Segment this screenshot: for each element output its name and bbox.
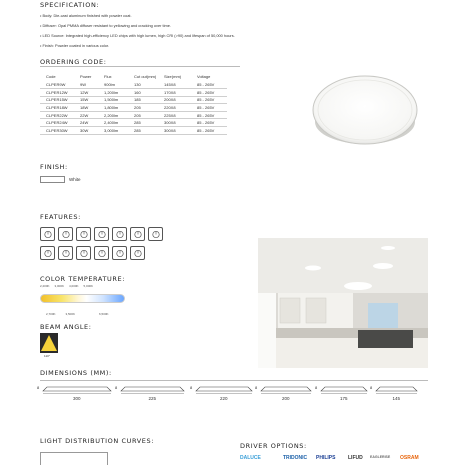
dimension-width-label: 145: [392, 396, 401, 401]
cell-voltage: 85 - 265V: [197, 89, 227, 97]
spec-body-line: • Body: Die-cast aluminum finished with powder coat.: [40, 13, 132, 18]
cell-code: CLPER12W: [40, 89, 80, 97]
cell-size: 170X8: [164, 89, 197, 97]
color-temp-top-labels: [40, 284, 125, 288]
cell-flux: 2,200lm: [104, 111, 134, 119]
finish-swatch-white: [40, 176, 65, 183]
header-code: Code: [46, 73, 56, 79]
light-distribution-title: LIGHT DISTRIBUTION CURVES:: [40, 437, 155, 445]
cell-code: CLPER22W: [40, 111, 80, 119]
cell-code: CLPER24W: [40, 119, 80, 127]
cell-voltage: 85 - 265V: [197, 104, 227, 112]
cell-voltage: 85 - 265V: [197, 119, 227, 127]
dimension-width-label: 175: [340, 396, 348, 401]
cell-code: CLPER18W: [40, 104, 80, 112]
color-temperature-title: COLOR TEMPERATURE:: [40, 275, 125, 283]
header-flux: Flux: [104, 73, 112, 79]
features-title: FEATURES:: [40, 213, 81, 221]
cell-code: CLPER15W: [40, 96, 80, 104]
dimension-height-label: 8: [115, 385, 118, 390]
table-row: [40, 96, 227, 104]
cell-size: 145X8: [164, 81, 197, 89]
bulb-icon: [58, 227, 73, 241]
cell-size: 200X8: [164, 96, 197, 104]
install-icon: [112, 246, 127, 260]
cell-voltage: 85 - 265V: [197, 81, 227, 89]
cell-flux: 3,000lm: [104, 127, 134, 135]
ct-label-2200: 2,200K: [40, 284, 50, 288]
cell-power: 15W: [80, 96, 104, 104]
dimension-drawing: [115, 385, 188, 405]
beam-angle-value: 110°: [44, 354, 50, 358]
color-temp-bottom-labels: [46, 312, 126, 316]
table-header-row: [40, 71, 227, 81]
cell-flux: 900lm: [104, 81, 134, 89]
header-cutout: Cut out(mm): [134, 73, 157, 79]
brand-logo-tridonic: TRIDONIC: [283, 455, 308, 461]
ordering-title: ORDERING CODE:: [40, 58, 107, 66]
ct-label-2700: 2,700K: [46, 312, 56, 316]
cell-flux: 1,800lm: [104, 104, 134, 112]
cell-code: CLPER30W: [40, 127, 80, 135]
eco-icon: [130, 246, 145, 260]
cell-cutout: 205: [134, 104, 164, 112]
spec-finish-line: • Finish: Powder coated in various color.: [40, 43, 110, 48]
cell-flux: 1,200lm: [104, 89, 134, 97]
finish-option-label: White: [69, 177, 81, 182]
ordering-table: [40, 71, 227, 135]
cell-code: CLPER9W: [40, 81, 80, 89]
dimensions-divider: [40, 380, 428, 381]
table-row: [40, 119, 227, 127]
dimension-height-label: 8: [315, 385, 318, 390]
dimension-width-label: 200: [282, 396, 290, 401]
table-row: [40, 111, 227, 119]
cell-size: 300X8: [164, 127, 197, 135]
flicker-free-icon: [94, 227, 109, 241]
brand-logo-lifud: LIFUD: [348, 455, 363, 461]
lifespan-icon: [130, 227, 145, 241]
brand-logo-daluce: DALUCE: [240, 455, 261, 461]
color-temperature-bar: [40, 294, 125, 303]
light-distribution-chart: [40, 452, 108, 465]
cell-power: 24W: [80, 119, 104, 127]
dimension-width-label: 300: [73, 396, 81, 401]
driver-icon: [112, 227, 127, 241]
dimmable-icon: [148, 227, 163, 241]
cell-power: 12W: [80, 89, 104, 97]
cell-flux: 2,400lm: [104, 119, 134, 127]
cri-icon: [76, 227, 91, 241]
dimension-drawing: [37, 385, 118, 405]
cell-flux: 1,500lm: [104, 96, 134, 104]
cell-cutout: 285: [134, 127, 164, 135]
cell-voltage: 85 - 265V: [197, 96, 227, 104]
cell-size: 220X8: [164, 104, 197, 112]
brand-logo-eaglerise: EAGLERISE: [370, 455, 391, 459]
driver-options-title: DRIVER OPTIONS:: [240, 442, 307, 450]
spec-diffuser-line: • Diffuser: Opal PMMA diffuser resistant to yellowing and cracking over time.: [40, 23, 171, 28]
cell-power: 30W: [80, 127, 104, 135]
dimension-height-label: 8: [37, 385, 40, 390]
specification-title: SPECIFICATION:: [40, 1, 100, 9]
cell-cutout: 285: [134, 119, 164, 127]
dimension-width-label: 225: [148, 396, 157, 401]
table-row: [40, 104, 227, 112]
brand-logo-philips: PHILIPS: [316, 455, 336, 461]
cell-cutout: 130: [134, 81, 164, 89]
dimension-height-label: 8: [255, 385, 258, 390]
ct-label-5000: 5,000K: [83, 284, 94, 288]
dimension-width-label: 220: [220, 396, 228, 401]
ct-label-4000: 4,000K: [69, 284, 79, 288]
interior-photo: [258, 238, 428, 368]
cell-voltage: 85 - 265V: [197, 127, 227, 135]
cell-power: 9W: [80, 81, 104, 89]
cell-power: 18W: [80, 104, 104, 112]
cell-size: 300X8: [164, 119, 197, 127]
dimension-height-label: 8: [190, 385, 193, 390]
dimensions-title: DIMENSIONS (MM):: [40, 369, 112, 377]
dimension-drawing: [370, 385, 421, 405]
cell-cutout: 205: [134, 111, 164, 119]
header-voltage: Voltage: [197, 73, 211, 79]
spec-led-line: • LED Source: Integrated high-efficiency LED chips with high lumen, high CRI (>90) and lifespan of 50,000 hours.: [40, 33, 235, 38]
brand-logo-osram: OSRAM: [400, 455, 419, 461]
dimension-height-label: 8: [370, 385, 373, 390]
beam-angle-icon: [40, 333, 58, 353]
ct-label-6500: 6,500K: [99, 312, 109, 316]
table-row: [40, 81, 227, 89]
dimension-drawing: [255, 385, 318, 405]
ip-rating-icon: [40, 227, 55, 241]
ordering-divider: [40, 66, 240, 67]
cell-voltage: 85 - 265V: [197, 111, 227, 119]
table-row: [40, 89, 227, 97]
ct-label-3000: 3,000K: [54, 284, 65, 288]
diffuser-icon: [94, 246, 109, 260]
cell-cutout: 160: [134, 89, 164, 97]
warranty-icon: [58, 246, 73, 260]
angle-icon: [76, 246, 91, 260]
dimension-drawing: [315, 385, 371, 405]
temperature-icon: [40, 246, 55, 260]
header-size: Size(mm): [164, 73, 182, 79]
beam-angle-title: BEAM ANGLE:: [40, 323, 92, 331]
header-power: Power: [80, 73, 92, 79]
table-row: [40, 127, 227, 135]
dimension-drawing: [190, 385, 256, 405]
ct-label-3500: 3,500K: [65, 312, 76, 316]
cell-power: 22W: [80, 111, 104, 119]
product-image: [305, 70, 425, 150]
cell-size: 225X8: [164, 111, 197, 119]
finish-title: FINISH:: [40, 163, 68, 171]
cell-cutout: 185: [134, 96, 164, 104]
